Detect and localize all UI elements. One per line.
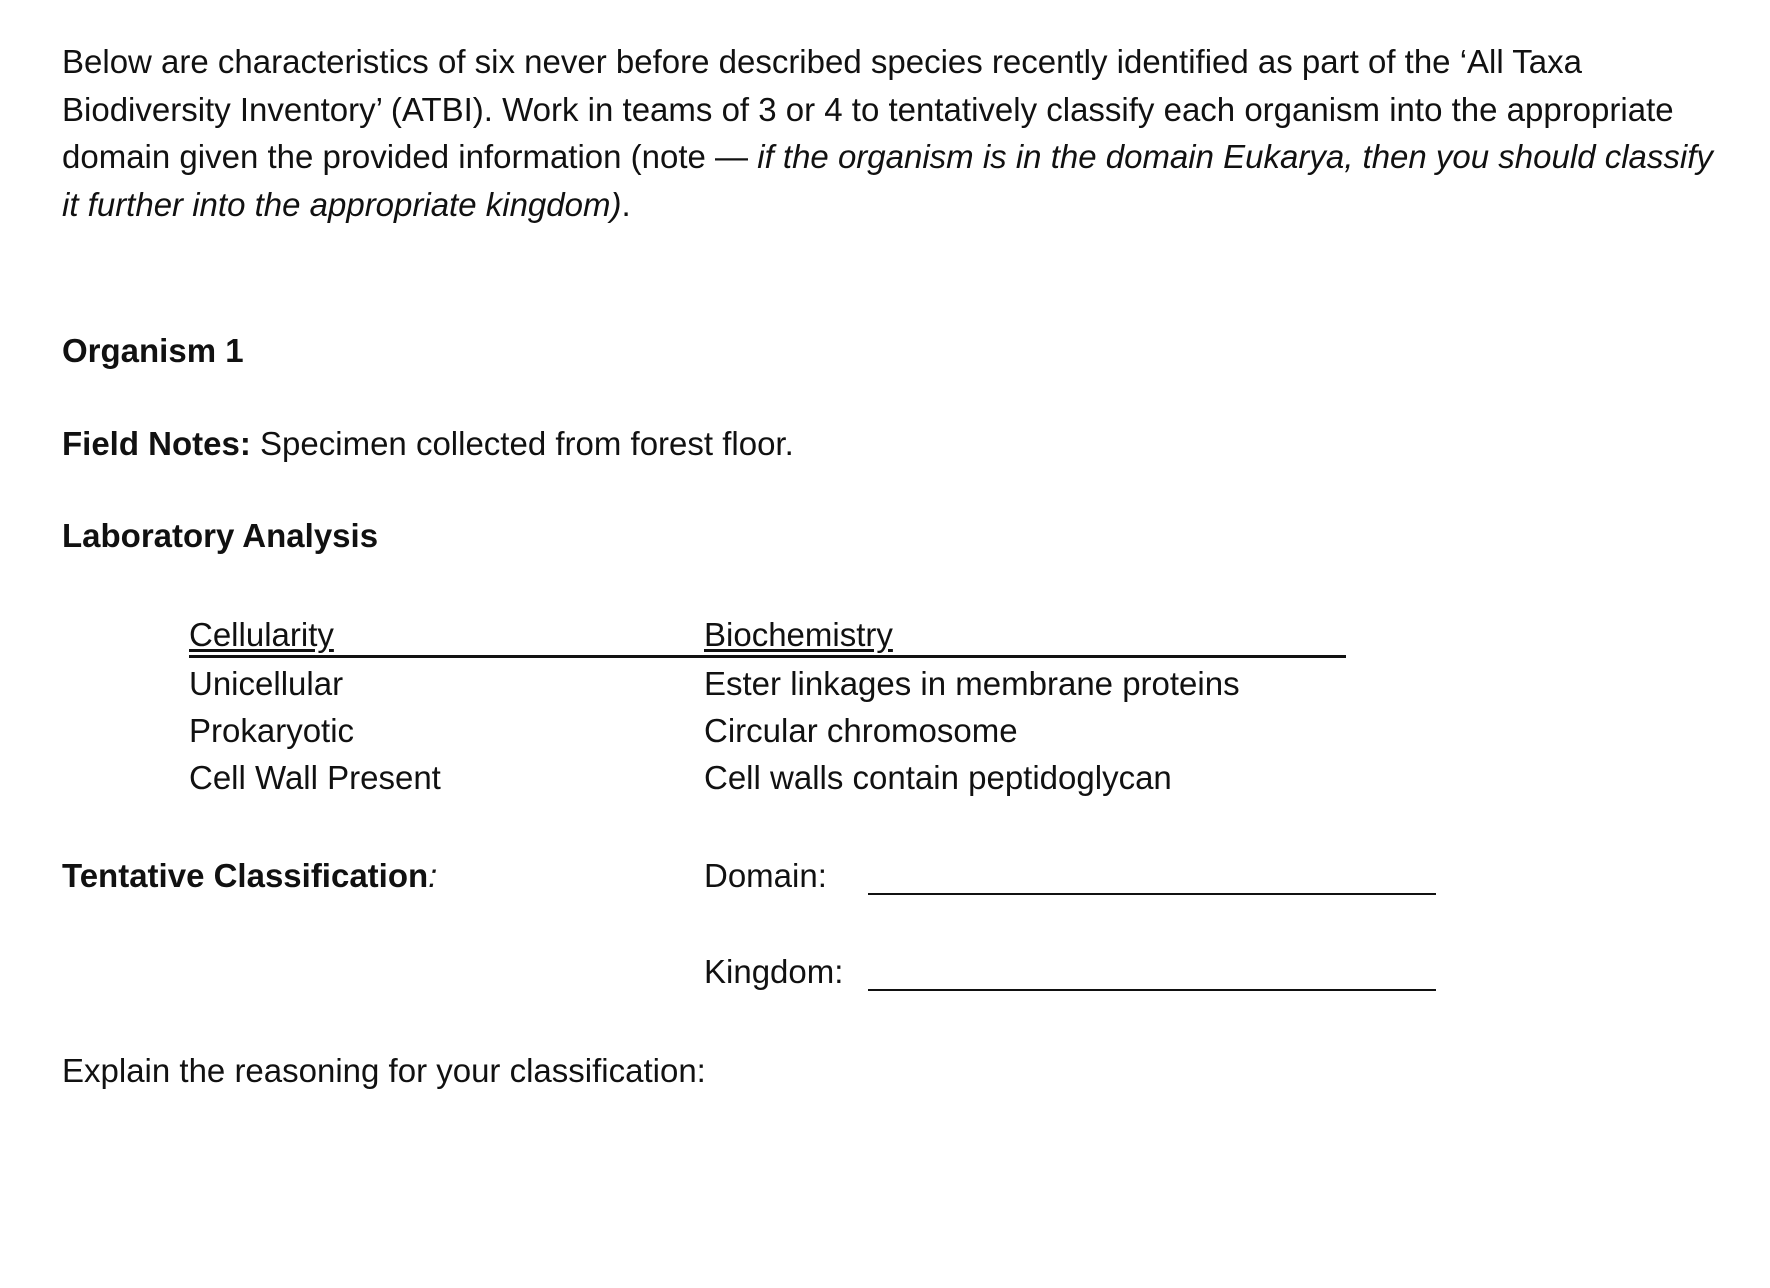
explain-prompt: Explain the reasoning for your classification: bbox=[62, 1052, 706, 1089]
intro-italic-note: if the organism is in the domain Eukarya, then you should classify it further into the appropriate kingdom) bbox=[62, 138, 1713, 223]
biochemistry-item: Cell walls contain peptidoglycan bbox=[704, 759, 1172, 796]
kingdom-answer-blank[interactable] bbox=[868, 989, 1436, 991]
cellularity-column bbox=[189, 615, 704, 801]
biochemistry-item: Ester linkages in membrane proteins bbox=[704, 665, 1240, 702]
field-notes-label: Field Notes: bbox=[62, 425, 251, 462]
biochemistry-column bbox=[704, 615, 1346, 801]
cellularity-item: Prokaryotic bbox=[189, 712, 355, 749]
field-notes bbox=[62, 424, 794, 464]
tentative-classification-label: Tentative Classification: bbox=[62, 857, 438, 894]
organism-title: Organism 1 bbox=[62, 332, 244, 369]
biochemistry-header: Biochemistry bbox=[704, 615, 1346, 658]
intro-paragraph bbox=[62, 38, 1722, 228]
intro-end: . bbox=[621, 185, 631, 223]
cellularity-header: Cellularity bbox=[189, 615, 704, 658]
domain-label: Domain: bbox=[704, 857, 827, 894]
domain-answer-blank[interactable] bbox=[868, 893, 1436, 895]
lab-analysis-heading: Laboratory Analysis bbox=[62, 517, 379, 554]
kingdom-label: Kingdom: bbox=[704, 953, 844, 990]
cellularity-item: Cell Wall Present bbox=[189, 759, 441, 796]
biochemistry-item: Circular chromosome bbox=[704, 712, 1018, 749]
field-notes-text: Specimen collected from forest floor. bbox=[250, 425, 794, 462]
intro-text: Below are characteristics of six never before described species recently identified as part of the ‘All Taxa Biodiversity Inventory’ (ATBI). Work in teams of 3 or 4 to tentatively classify each organism into the appropriate domain given the provided information (note — bbox=[62, 43, 1674, 175]
cellularity-item: Unicellular bbox=[189, 665, 344, 702]
